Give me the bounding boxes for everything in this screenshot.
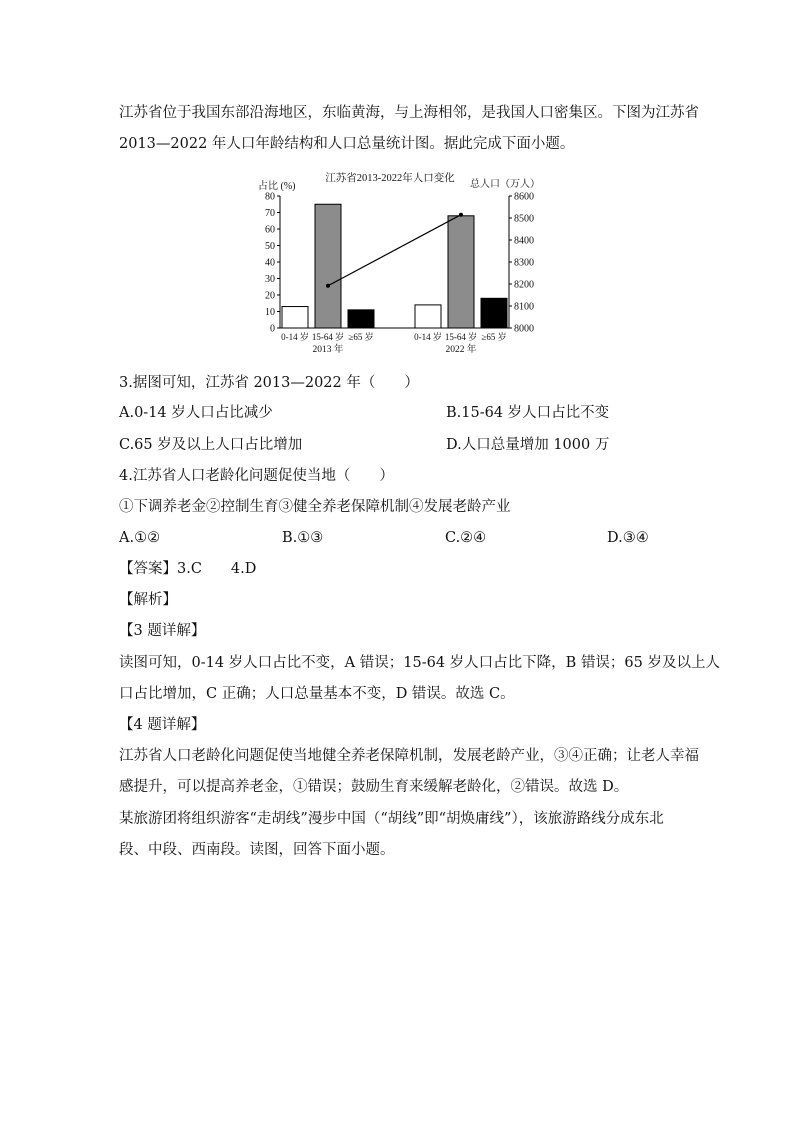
x-axis-labels [281,331,506,355]
category-label: ≥65 岁 [481,332,507,342]
right-axis-ticks [509,192,534,335]
q4-option-c: C.②④ [445,530,487,546]
left-tick-label: 60 [265,224,275,236]
q3-option-c: C.65 岁及以上人口占比增加 [119,437,303,453]
left-tick-label: 0 [270,323,275,335]
left-tick-label: 80 [265,191,275,203]
q3-detail-title: 【3 题详解】 [119,623,206,639]
next-intro-line-1: 某旅游团将组织游客“走胡线”漫步中国（“胡线”即“胡焕庸线”），该旅游路线分成东北 [119,811,664,827]
left-tick-label: 30 [265,274,275,285]
intro-line-2: 2013—2022 年人口年龄结构和人口总量统计图。据此完成下面小题。 [119,136,575,152]
bar-1-2 [481,298,507,328]
q3-stem: 3.据图可知，江苏省 2013—2022 年（ ） [119,375,419,391]
right-tick-label: 8200 [514,279,534,291]
bar-0-0 [282,307,308,328]
analysis-title: 【解析】 [119,592,177,608]
answer: 【答案】3.C 4.D [119,561,257,577]
q3-option-b: B.15-64 岁人口占比不变 [446,405,610,421]
q4-option-a: A.①② [119,530,161,546]
bar-1-0 [415,305,441,328]
right-tick-label: 8600 [514,191,534,203]
bars [282,204,507,328]
intro-line-1: 江苏省位于我国东部沿海地区，东临黄海，与上海相邻，是我国人口密集区。下图为江苏省 [119,105,699,121]
q4-option-d: D.③④ [607,530,649,546]
right-tick-label: 8100 [514,301,534,313]
right-axis-label: 总人口（万人） [470,179,540,190]
q3-detail-line-1: 读图可知，0-14 岁人口占比不变，A 错误；15-64 岁人口占比下降，B 错误；65 岁及以上人 [119,655,720,671]
right-tick-label: 8300 [514,257,534,269]
q3-option-d: D.人口总量增加 1000 万 [446,437,610,453]
q4-items: ①下调养老金②控制生育③健全养老保障机制④发展老龄产业 [119,499,511,515]
left-tick-label: 10 [265,307,275,318]
left-axis-label: 占比 (%) [258,181,296,192]
population-line [326,213,463,288]
right-tick-label: 8000 [514,323,534,335]
left-tick-label: 20 [265,290,275,302]
q3-option-a: A.0-14 岁人口占比减少 [119,405,273,421]
category-label: ≥65 岁 [348,332,374,342]
next-intro-line-2: 段、中段、西南段。读图，回答下面小题。 [119,842,395,858]
bar-0-2 [348,310,374,328]
bar-0-1 [315,204,341,328]
q4-stem: 4.江苏省人口老龄化问题促使当地（ ） [119,468,394,484]
category-label: 0-14 岁 [414,332,442,342]
left-axis-ticks [265,192,280,335]
right-tick-label: 8400 [514,235,534,247]
q4-detail-title: 【4 题详解】 [119,717,206,733]
q3-detail-line-2: 口占比增加，C 正确；人口总量基本不变，D 错误。故选 C。 [119,686,515,702]
q4-detail-line-1: 江苏省人口老龄化问题促使当地健全养老保障机制，发展老龄产业，③④正确；让老人幸福 [119,748,699,764]
group-label: 2013 年 [312,345,344,355]
left-tick-label: 70 [265,208,275,219]
left-tick-label: 40 [265,257,275,269]
group-label: 2022 年 [445,345,477,355]
category-label: 15-64 岁 [311,332,345,342]
population-point-1 [459,213,463,217]
chart-title: 江苏省2013-2022年人口变化 [325,173,455,184]
population-point-0 [326,284,330,288]
population-chart [250,168,550,358]
category-label: 15-64 岁 [444,332,478,342]
q4-detail-line-2: 感提升，可以提高养老金，①错误；鼓励生育来缓解老龄化，②错误。故选 D。 [119,779,629,795]
population-line-path [328,215,461,286]
right-tick-label: 8500 [514,213,534,225]
bar-1-1 [448,216,474,328]
left-tick-label: 50 [265,241,275,252]
q4-option-b: B.①③ [282,530,324,546]
category-label: 0-14 岁 [281,332,309,342]
